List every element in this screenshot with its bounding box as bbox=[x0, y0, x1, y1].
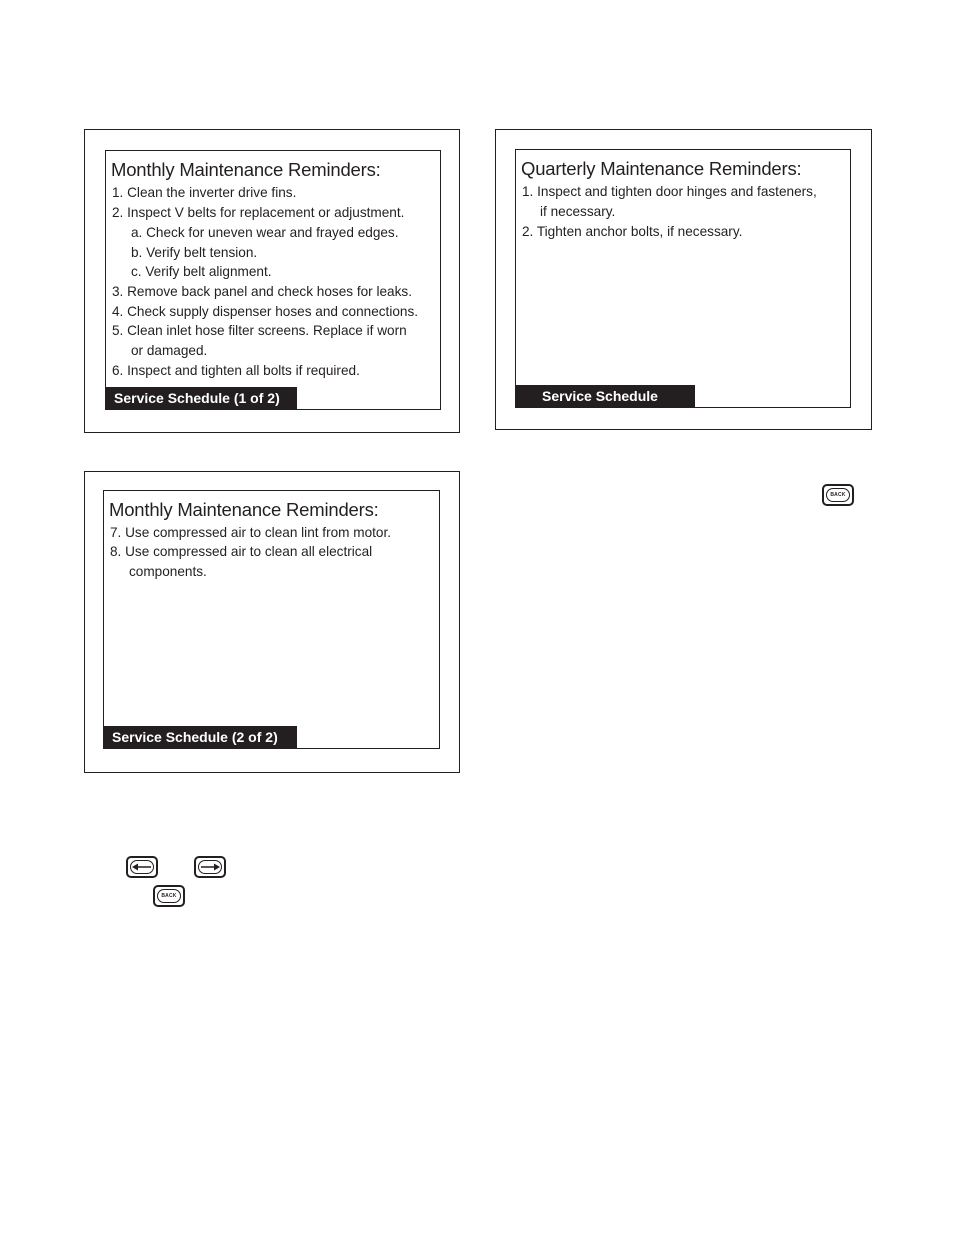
status-bar: Service Schedule bbox=[516, 385, 695, 407]
display-quarterly bbox=[515, 149, 851, 408]
screen-frame-quarterly bbox=[495, 129, 872, 430]
list-item: 1. Inspect and tighten door hinges and fasteners, bbox=[522, 184, 817, 199]
back-key-icon[interactable] bbox=[822, 484, 854, 506]
right-arrow-icon bbox=[199, 863, 221, 871]
screen-frame-monthly-2 bbox=[84, 471, 460, 773]
left-arrow-key[interactable] bbox=[126, 856, 158, 878]
list-item: 1. Clean the inverter drive fins. bbox=[112, 185, 297, 200]
screen-title: Monthly Maintenance Reminders: bbox=[109, 499, 379, 520]
right-arrow-key[interactable] bbox=[194, 856, 226, 878]
back-key-label: BACK bbox=[830, 492, 846, 498]
list-item: 2. Tighten anchor bolts, if necessary. bbox=[522, 224, 743, 239]
list-item: 6. Inspect and tighten all bolts if required. bbox=[112, 363, 360, 378]
list-item: c. Verify belt alignment. bbox=[131, 264, 272, 279]
list-item: if necessary. bbox=[540, 204, 616, 219]
list-item: 2. Inspect V belts for replacement or adjustment. bbox=[112, 205, 405, 220]
list-item: components. bbox=[129, 564, 207, 579]
status-bar: Service Schedule (1 of 2) bbox=[106, 387, 297, 409]
list-item: b. Verify belt tension. bbox=[131, 245, 258, 260]
back-key-label: BACK bbox=[161, 893, 177, 899]
list-item: 8. Use compressed air to clean all electrical bbox=[110, 544, 373, 559]
display-monthly-2 bbox=[103, 490, 440, 749]
screen-frame-monthly-1 bbox=[84, 129, 460, 433]
list-item: 3. Remove back panel and check hoses for leaks. bbox=[112, 284, 412, 299]
list-item: or damaged. bbox=[131, 343, 208, 358]
screen-title: Monthly Maintenance Reminders: bbox=[111, 159, 381, 180]
display-monthly-1 bbox=[105, 150, 441, 410]
back-key-icon[interactable] bbox=[153, 885, 185, 907]
left-arrow-icon bbox=[131, 863, 153, 871]
list-item: a. Check for uneven wear and frayed edges. bbox=[131, 225, 399, 240]
screen-title: Quarterly Maintenance Reminders: bbox=[521, 158, 802, 179]
list-item: 7. Use compressed air to clean lint from motor. bbox=[110, 525, 392, 540]
status-bar: Service Schedule (2 of 2) bbox=[104, 726, 297, 748]
list-item: 4. Check supply dispenser hoses and connections. bbox=[112, 304, 419, 319]
list-item: 5. Clean inlet hose filter screens. Replace if worn bbox=[112, 323, 407, 338]
